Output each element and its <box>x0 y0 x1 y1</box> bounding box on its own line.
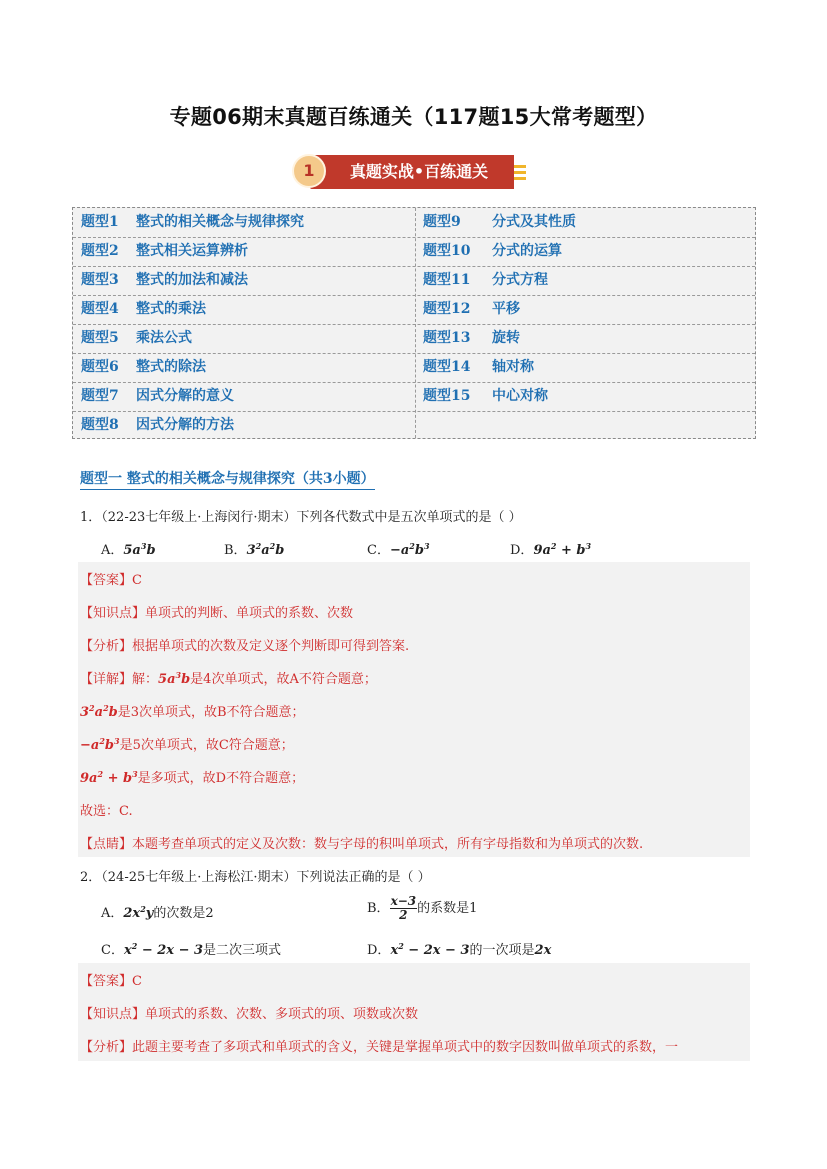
q1-conclusion: 故选：C. <box>80 804 133 819</box>
toc-item[interactable]: 题型7 因式分解的意义 <box>81 388 234 404</box>
toc-item[interactable]: 题型9 分式及其性质 <box>423 214 576 230</box>
toc-item[interactable]: 题型15 中心对称 <box>423 388 548 404</box>
question-2-stem: 2．（24-25七年级上·上海松江·期末）下列说法正确的是（ ） <box>80 870 431 885</box>
q1-solution-block <box>78 562 750 857</box>
toc-item[interactable]: 题型5 乘法公式 <box>81 330 192 346</box>
q1-detail-d: $9a^2 + b^3$是多项式，故D不符合题意； <box>80 769 305 786</box>
q1-detail: 【详解】解：$5a^3b$是4次单项式，故A不符合题意； <box>80 670 377 687</box>
q2-solution-block <box>78 963 750 1061</box>
toc-item[interactable]: 题型13 旋转 <box>423 330 520 346</box>
q1-knowledge: 【知识点】单项式的判断、单项式的系数、次数 <box>80 606 354 621</box>
toc-row <box>73 295 755 325</box>
toc-item[interactable]: 题型2 整式相关运算辨析 <box>81 243 248 259</box>
q1-option-b[interactable]: B．$3^2a^2b$ <box>224 541 285 558</box>
banner-stripes-decoration <box>514 165 526 183</box>
banner-text: 真题实战•百练通关 <box>349 162 489 181</box>
toc-item[interactable]: 题型6 整式的除法 <box>81 359 206 375</box>
q2-answer: 【答案】C <box>80 974 142 989</box>
page-title: 专题06期末真题百练通关（117题15大常考题型） <box>169 105 658 129</box>
q1-comment: 【点睛】本题考查单项式的定义及次数：数与字母的积叫单项式，所有字母指数和为单项式的次数. <box>80 837 644 852</box>
toc-table <box>72 207 756 439</box>
q2-analysis: 【分析】此题主要考查了多项式和单项式的含义，关键是掌握单项式中的数字因数叫做单项式的系数，一 <box>80 1040 679 1055</box>
toc-row <box>73 324 755 354</box>
toc-item[interactable]: 题型12 平移 <box>423 301 520 317</box>
toc-item[interactable]: 题型3 整式的加法和减法 <box>81 272 248 288</box>
q1-option-d[interactable]: D．$9a^2 + b^3$ <box>510 541 592 558</box>
q1-analysis: 【分析】根据单项式的次数及定义逐个判断即可得到答案. <box>80 639 410 654</box>
toc-row <box>73 208 755 238</box>
q2-option-c[interactable]: C．$x^2 - 2x - 3$是二次三项式 <box>101 941 282 958</box>
toc-item[interactable]: 题型4 整式的乘法 <box>81 301 206 317</box>
q1-detail-b: $3^2a^2b$是3次单项式，故B不符合题意； <box>80 703 305 720</box>
banner-number: 1 <box>292 154 326 188</box>
toc-row <box>73 382 755 412</box>
q2-option-b[interactable]: B． $\frac{x-3}{2}$ 的系数是1 <box>367 894 478 922</box>
q1-answer: 【答案】C <box>80 573 142 588</box>
toc-row <box>73 237 755 267</box>
q1-detail-c: $-a^2b^3$是5次单项式，故C符合题意； <box>80 736 294 753</box>
q2-knowledge: 【知识点】单项式的系数、次数、多项式的项、项数或次数 <box>80 1007 419 1022</box>
q1-option-c[interactable]: C．$-a^2b^3$ <box>367 541 430 558</box>
toc-item[interactable]: 题型11 分式方程 <box>423 272 548 288</box>
toc-row <box>73 411 755 440</box>
section-heading[interactable]: 题型一 整式的相关概念与规律探究（共3小题） <box>80 468 375 490</box>
toc-column-divider <box>415 208 416 438</box>
question-1-stem: 1．（22-23七年级上·上海闵行·期末）下列各代数式中是五次单项式的是（ ） <box>80 510 522 525</box>
toc-item[interactable]: 题型10 分式的运算 <box>423 243 562 259</box>
q2-option-a[interactable]: A．$2x^2y$的次数是2 <box>101 904 214 921</box>
toc-item[interactable]: 题型1 整式的相关概念与规律探究 <box>81 214 304 230</box>
toc-row <box>73 353 755 383</box>
toc-item[interactable]: 题型8 因式分解的方法 <box>81 417 234 433</box>
section-banner <box>292 152 532 194</box>
q2-option-d[interactable]: D．$x^2 - 2x - 3$的一次项是2x <box>367 941 552 958</box>
q1-option-a[interactable]: A．$5a^3b$ <box>101 541 156 558</box>
toc-row <box>73 266 755 296</box>
toc-item[interactable]: 题型14 轴对称 <box>423 359 534 375</box>
